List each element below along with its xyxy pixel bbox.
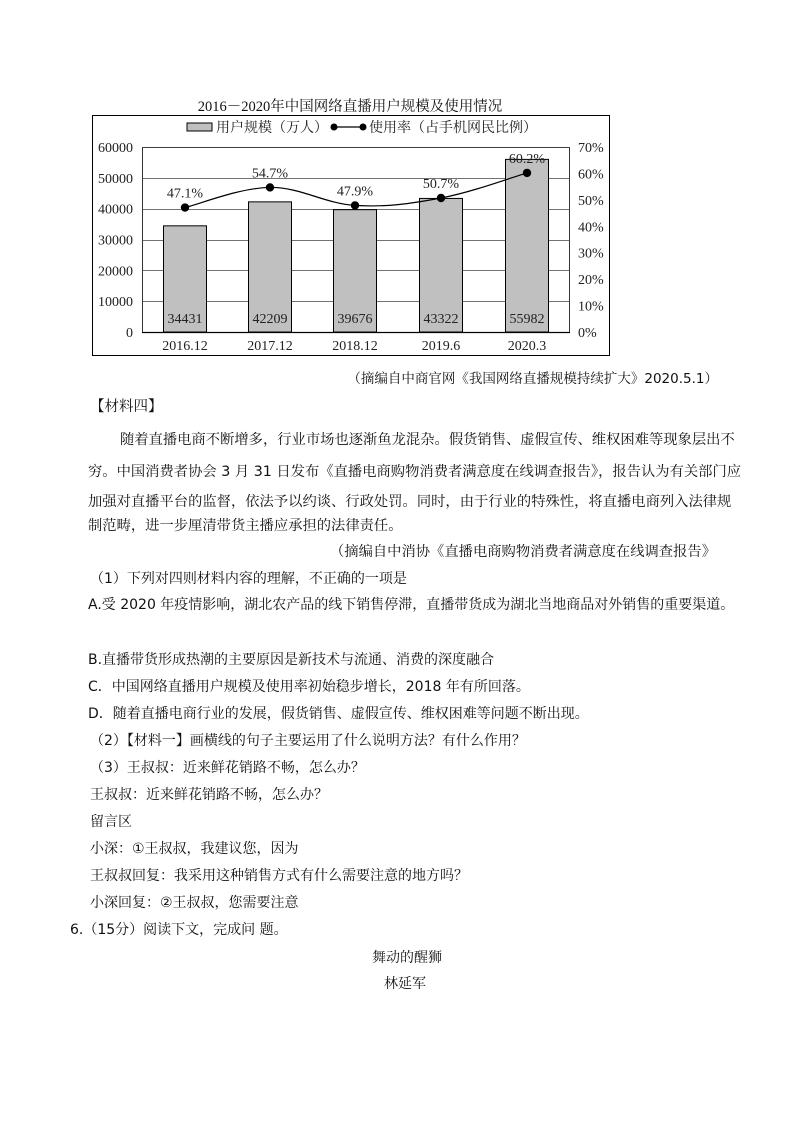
bar [506,159,549,332]
legend-bar-label: 用户规模（万人） [216,121,328,136]
material4-paragraph-line: 穷。中国消费者协会 3 月 31 日发布《直播电商购物消费者满意度在线调查报告》，报告认为有关部门应 [88,464,742,480]
y-axis-tick-label: 0 [126,326,133,341]
rate-value-label: 47.9% [336,184,374,200]
y-axis-tick-label: 50000 [98,171,133,187]
rate-value-label: 54.7% [251,166,289,182]
y-axis-tick-label: 20000 [98,264,133,280]
dialog-line: 小深：①王叔叔，我建议您，因为 [90,841,299,857]
legend-marker-icon [331,124,338,131]
x-axis-tick-label: 2016.12 [162,339,208,354]
x-axis-tick-label: 2017.12 [247,339,293,354]
rate-point-marker-icon [181,203,189,211]
y2-axis-tick-label: 20% [578,273,604,289]
question-2: （2）【材料一】画横线的句子主要运用了什么说明方法？有什么作用？ [90,733,526,749]
question-1: （1）下列对四则材料内容的理解，不正确的一项是 [90,571,407,587]
article-title: 舞动的醒狮 [372,950,442,966]
option-a: A.受 2020 年疫情影响，湖北农产品的线下销售停滞，直播带货成为湖北当地商品对外销售的重要渠道。 [88,597,735,613]
bar-value-label: 42209 [252,312,288,327]
bar-value-label: 43322 [423,312,459,327]
dialog-line: 王叔叔回复：我采用这种销售方式有什么需要注意的地方吗？ [90,868,468,884]
chart-source: （摘编自中商官网《我国网络直播规模持续扩大》2020.5.1） [347,371,718,387]
y2-axis-tick-label: 30% [578,246,604,262]
y-axis-tick-label: 60000 [98,141,133,156]
y-axis-tick-label: 10000 [98,295,133,311]
y-axis-tick-label: 30000 [98,233,133,249]
x-axis-tick-label: 2019.6 [421,339,461,354]
option-b: B.直播带货形成热潮的主要原因是新技术与流通、消费的深度融合 [88,652,495,668]
dialog-line: 留言区 [90,814,132,830]
dialog-line: 王叔叔：近来鲜花销路不畅，怎么办？ [90,787,328,803]
x-axis-tick-label: 2018.12 [332,339,378,354]
legend-bar-swatch-icon [187,123,212,131]
rate-value-label: 60.2% [508,151,546,167]
chart-title: 2016－2020年中国网络直播用户规模及使用情况 [197,99,503,115]
x-axis-tick-label: 2020.3 [507,339,547,354]
material4-paragraph-line: 制范畴，进一步厘清带货主播应承担的法律责任。 [88,518,403,534]
question-6-prompt: 6.（15分）阅读下文，完成问 题。 [70,922,288,938]
material4-paragraph-line: 随着直播电商不断增多，行业市场也逐渐鱼龙混杂。假货销售、虚假宣传、维权困难等现象层出不 [120,432,735,448]
material4-paragraph-line: 加强对直播平台的监督，依法予以约谈、行政处罚。同时，由于行业的特殊性，将直播电商列入法律规 [88,494,732,510]
rate-point-marker-icon [351,201,359,209]
material4-heading: 【材料四】 [90,399,163,415]
rate-value-label: 50.7% [422,177,460,193]
option-c: C．中国网络直播用户规模及使用率初始稳步增长，2018 年有所回落。 [88,679,530,695]
y-axis-tick-label: 40000 [98,202,133,218]
y2-axis-tick-label: 60% [578,167,604,183]
legend-line-label: 使用率（占手机网民比例） [369,121,537,136]
rate-value-label: 47.1% [166,186,204,202]
dialog-line: 小深回复：②王叔叔，您需要注意 [90,895,299,911]
y2-axis-tick-label: 0% [578,326,597,341]
y2-axis-tick-label: 40% [578,220,604,236]
chart [0,0,794,370]
material4-source: （摘编自中消协《直播电商购物消费者满意度在线调查报告》 [329,544,716,560]
option-d: D．随着直播电商行业的发展，假货销售、虚假宣传、维权困难等问题不断出现。 [88,706,589,722]
y2-axis-tick-label: 10% [578,299,604,315]
bar-value-label: 55982 [509,312,545,327]
rate-point-marker-icon [437,194,445,202]
y2-axis-tick-label: 70% [578,141,604,156]
question-3: （3）王叔叔：近来鲜花销路不畅，怎么办？ [90,760,365,776]
rate-point-marker-icon [266,183,274,191]
bar-value-label: 34431 [167,312,203,327]
y2-axis-tick-label: 50% [578,193,604,209]
article-author: 林延军 [384,976,426,992]
bar-value-label: 39676 [337,312,373,327]
rate-point-marker-icon [523,169,531,177]
